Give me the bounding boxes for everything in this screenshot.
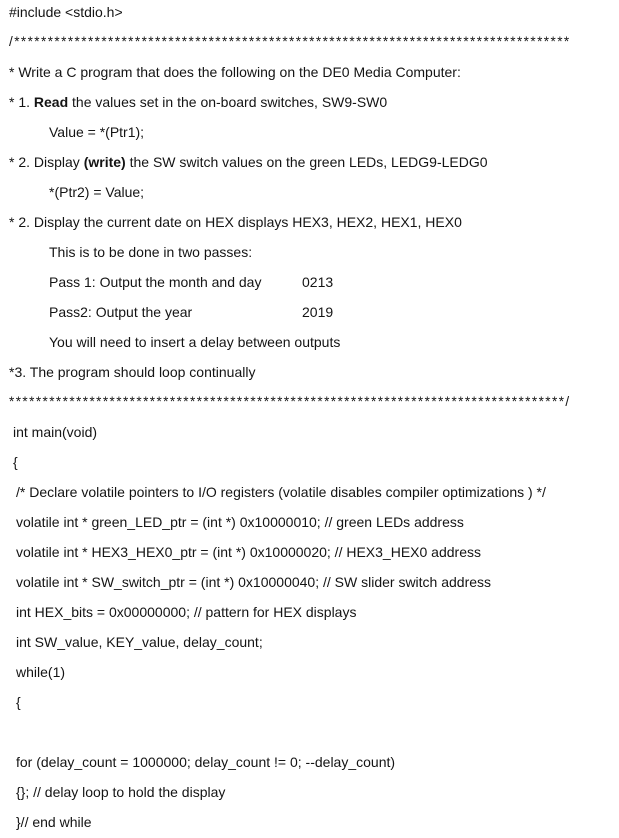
text-run: Pass2: Output the year bbox=[49, 304, 193, 320]
bold-text-run: Read bbox=[33, 94, 69, 110]
text-run: *3. The program should loop continually bbox=[9, 364, 256, 380]
code-line bbox=[0, 807, 619, 835]
text-run: * 1. bbox=[9, 94, 34, 110]
text-run: for (delay_count = 1000000; delay_count != 0; --delay_count) bbox=[16, 754, 396, 770]
code-line bbox=[0, 177, 619, 207]
text-run: You will need to insert a delay between outputs bbox=[49, 334, 341, 350]
blank-line bbox=[0, 717, 619, 747]
code-line bbox=[0, 117, 619, 147]
text-run: Pass 1: Output the month and day bbox=[49, 274, 262, 290]
code-line bbox=[0, 387, 619, 417]
second-column-value: 2019 bbox=[302, 304, 334, 320]
code-line bbox=[0, 447, 619, 477]
text-run: int SW_value, KEY_value, delay_count; bbox=[16, 634, 263, 650]
text-run: volatile int * HEX3_HEX0_ptr = (int *) 0x10000020; // HEX3_HEX0 address bbox=[16, 544, 481, 560]
code-line bbox=[0, 327, 619, 357]
text-run: ***********************************************************************************/ bbox=[9, 394, 571, 409]
text-run: int main(void) bbox=[13, 424, 98, 440]
text-run: * Write a C program that does the following on the DE0 Media Computer: bbox=[9, 64, 461, 80]
code-line bbox=[0, 417, 619, 447]
code-line bbox=[0, 267, 619, 297]
second-column-value: 0213 bbox=[302, 274, 334, 290]
bold-text-run: (write) bbox=[83, 154, 126, 170]
code-line bbox=[0, 567, 619, 597]
code-line bbox=[0, 0, 619, 27]
code-line bbox=[0, 57, 619, 87]
text-run: #include <stdio.h> bbox=[9, 4, 123, 20]
code-line bbox=[0, 507, 619, 537]
code-line bbox=[0, 237, 619, 267]
code-line bbox=[0, 147, 619, 177]
code-line bbox=[0, 297, 619, 327]
text-run: * 2. Display the current date on HEX displays HEX3, HEX2, HEX1, HEX0 bbox=[9, 214, 462, 230]
text-run: Value = *(Ptr1); bbox=[49, 124, 145, 140]
code-line bbox=[0, 747, 619, 777]
text-run: volatile int * green_LED_ptr = (int *) 0x10000010; // green LEDs address bbox=[16, 514, 464, 530]
text-run: This is to be done in two passes: bbox=[49, 244, 253, 260]
text-run: the SW switch values on the green LEDs, LEDG9-LEDG0 bbox=[125, 154, 488, 170]
text-run: {}; // delay loop to hold the display bbox=[16, 784, 226, 800]
text-run: { bbox=[13, 454, 18, 470]
code-line bbox=[0, 777, 619, 807]
code-line bbox=[0, 27, 619, 57]
code-line bbox=[0, 657, 619, 687]
text-run: * 2. Display bbox=[9, 154, 84, 170]
text-run: volatile int * SW_switch_ptr = (int *) 0x10000040; // SW slider switch address bbox=[16, 574, 492, 590]
code-line bbox=[0, 87, 619, 117]
code-line bbox=[0, 477, 619, 507]
code-line bbox=[0, 627, 619, 657]
text-run: { bbox=[16, 694, 21, 710]
text-run: /* Declare volatile pointers to I/O registers (volatile disables compiler optimizations ) */ bbox=[16, 484, 546, 500]
code-line bbox=[0, 687, 619, 717]
text-run: the values set in the on-board switches, SW9-SW0 bbox=[68, 94, 388, 110]
code-line bbox=[0, 597, 619, 627]
text-run: int HEX_bits = 0x00000000; // pattern for HEX displays bbox=[16, 604, 357, 620]
text-run: while(1) bbox=[16, 664, 66, 680]
text-run: /*********************************************************************************** bbox=[9, 34, 571, 49]
code-line bbox=[0, 357, 619, 387]
code-line bbox=[0, 537, 619, 567]
code-line bbox=[0, 207, 619, 237]
text-run: }// end while bbox=[16, 814, 92, 830]
text-run: *(Ptr2) = Value; bbox=[49, 184, 145, 200]
